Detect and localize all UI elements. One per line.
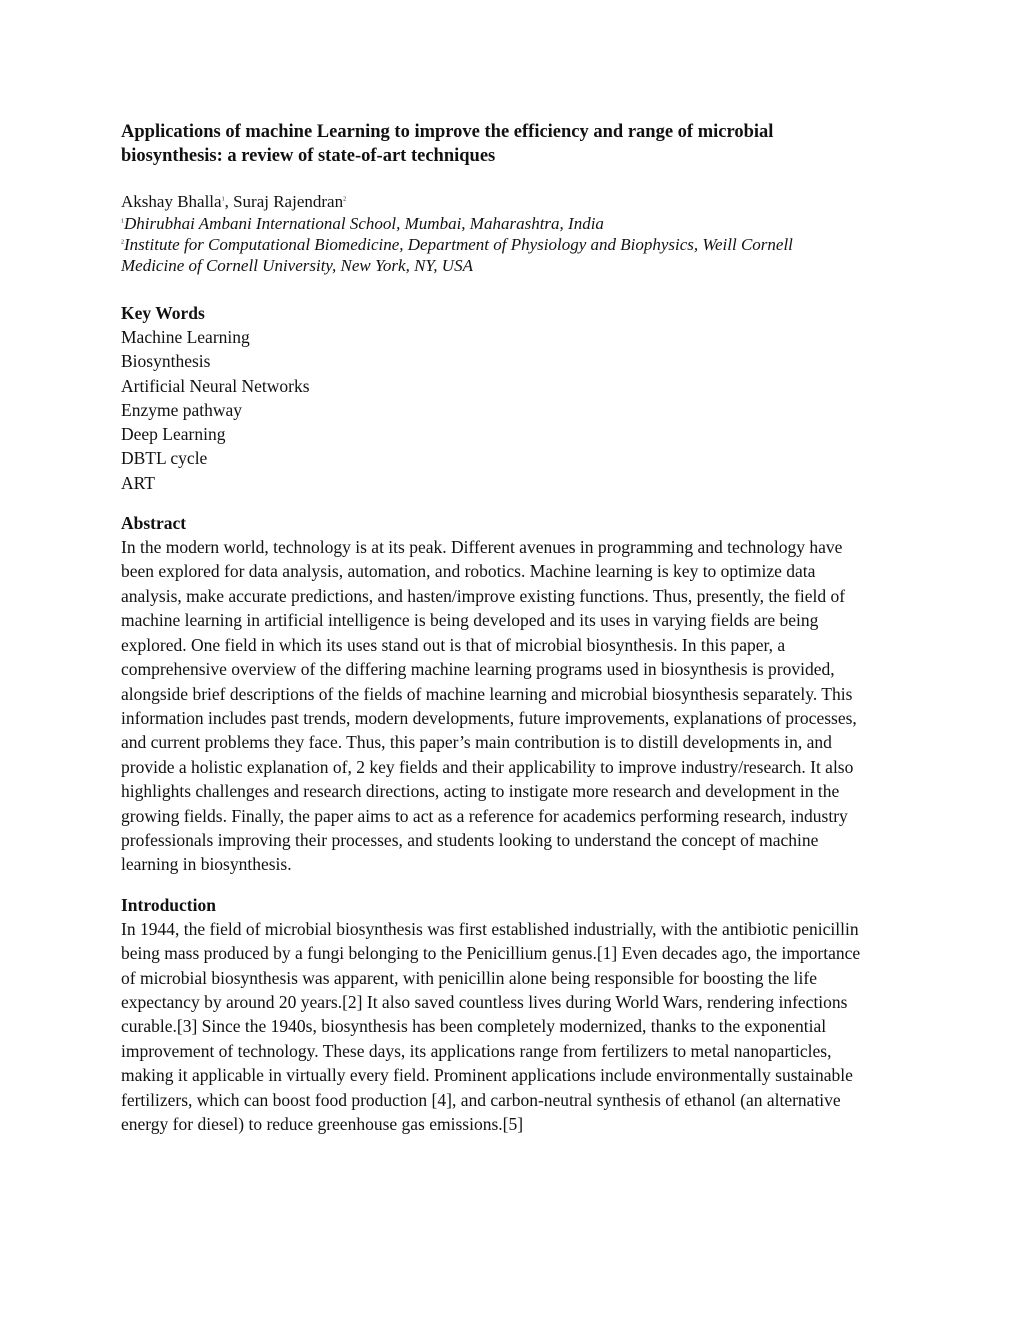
introduction-line: expectancy by around 20 years.[2] It also saved countless lives during World Wars, rendering infections [121, 991, 848, 1012]
introduction-heading: Introduction [121, 894, 216, 915]
keywords-section [121, 301, 911, 495]
keyword-item: Biosynthesis [121, 351, 211, 372]
introduction-line: making it applicable in virtually every field. Prominent applications include environmentally sustainable [121, 1065, 853, 1086]
affiliation-marker: 2 [121, 239, 124, 246]
introduction-body [121, 917, 911, 1137]
abstract-line: explored. One field in which its uses stand out is that of microbial biosynthesis. In this paper, a [121, 634, 786, 655]
affiliation-2 [121, 234, 911, 276]
introduction-line: being mass produced by a fungi belonging to the Penicillium genus.[1] Even decades ago, the importance [121, 943, 861, 964]
author-name: Suraj Rajendran [233, 192, 344, 211]
abstract-line: learning in biosynthesis. [121, 854, 292, 875]
abstract-line: provide a holistic explanation of, 2 key fields and their applicability to improve industry/research. It also [121, 756, 854, 777]
introduction-line: fertilizers, which can boost food production [4], and carbon-neutral synthesis of ethanol (an alternative [121, 1089, 841, 1110]
abstract-line: information includes past trends, modern developments, future improvements, explanations of processes, [121, 707, 857, 728]
affiliation-line [121, 234, 911, 255]
introduction-line: of microbial biosynthesis was apparent, with penicillin alone being responsible for boosting the life [121, 967, 817, 988]
affiliation-1 [121, 213, 911, 234]
abstract-section [121, 511, 911, 877]
abstract-line: been explored for data analysis, automation, and robotics. Machine learning is key to optimize data [121, 561, 816, 582]
abstract-line: and current problems they face. Thus, this paper’s main contribution is to distill developments in, and [121, 732, 832, 753]
introduction-line: In 1944, the field of microbial biosynthesis was first established industrially, with the antibiotic penicillin [121, 918, 859, 939]
affiliation-marker: 2 [343, 196, 347, 203]
abstract-heading: Abstract [121, 513, 187, 534]
keyword-item: Enzyme pathway [121, 399, 242, 420]
abstract-line: alongside brief descriptions of the fields of machine learning and microbial biosynthesis separately. This [121, 683, 853, 704]
abstract-line: growing fields. Finally, the paper aims to act as a reference for academics performing research, industry [121, 805, 848, 826]
keywords-heading: Key Words [121, 303, 205, 323]
affiliation-text: Dhirubhai Ambani International School, Mumbai, Maharashtra, India [124, 214, 604, 233]
abstract-body [121, 535, 911, 877]
affiliation-text: Institute for Computational Biomedicine, Department of Physiology and Biophysics, Weill Cornell [124, 235, 793, 254]
keyword-item: Artificial Neural Networks [121, 375, 310, 396]
title-line: biosynthesis: a review of state-of-art techniques [121, 146, 496, 166]
abstract-line: highlights challenges and research directions, acting to instigate more research and development in the [121, 781, 840, 802]
abstract-line: analysis, make accurate predictions, and hasten/improve existing functions. Thus, presently, the field of [121, 585, 846, 606]
keyword-item: Machine Learning [121, 327, 250, 347]
author-separator: , [224, 192, 234, 211]
abstract-line: In the modern world, technology is at its peak. Different avenues in programming and technology have [121, 537, 843, 558]
paper-title [121, 120, 911, 168]
affiliation-marker: 1 [221, 196, 225, 203]
affiliation-marker: 1 [121, 218, 124, 225]
author-list [121, 191, 911, 213]
introduction-line: energy for diesel) to reduce greenhouse gas emissions.[5] [121, 1114, 524, 1135]
affiliation-line [121, 213, 911, 234]
keyword-item: ART [121, 472, 155, 493]
author-name: Akshay Bhalla [121, 192, 222, 211]
affiliation-line: Medicine of Cornell University, New York, NY, USA [121, 256, 473, 275]
title-line: Applications of machine Learning to improve the efficiency and range of microbial [121, 122, 774, 142]
keyword-item: Deep Learning [121, 424, 226, 445]
keyword-item: DBTL cycle [121, 448, 208, 469]
abstract-line: comprehensive overview of the differing machine learning programs used in biosynthesis is provided, [121, 659, 835, 680]
abstract-line: machine learning in artificial intelligence is being developed and its uses in varying fields are being [121, 610, 819, 631]
introduction-section [121, 893, 911, 1137]
abstract-line: professionals improving their processes, and students looking to understand the concept of machine [121, 829, 819, 850]
paper-content [121, 120, 911, 1136]
introduction-line: improvement of technology. These days, its applications range from fertilizers to metal nanoparticles, [121, 1040, 832, 1061]
introduction-line: curable.[3] Since the 1940s, biosynthesis has been completely modernized, thanks to the exponential [121, 1016, 827, 1037]
